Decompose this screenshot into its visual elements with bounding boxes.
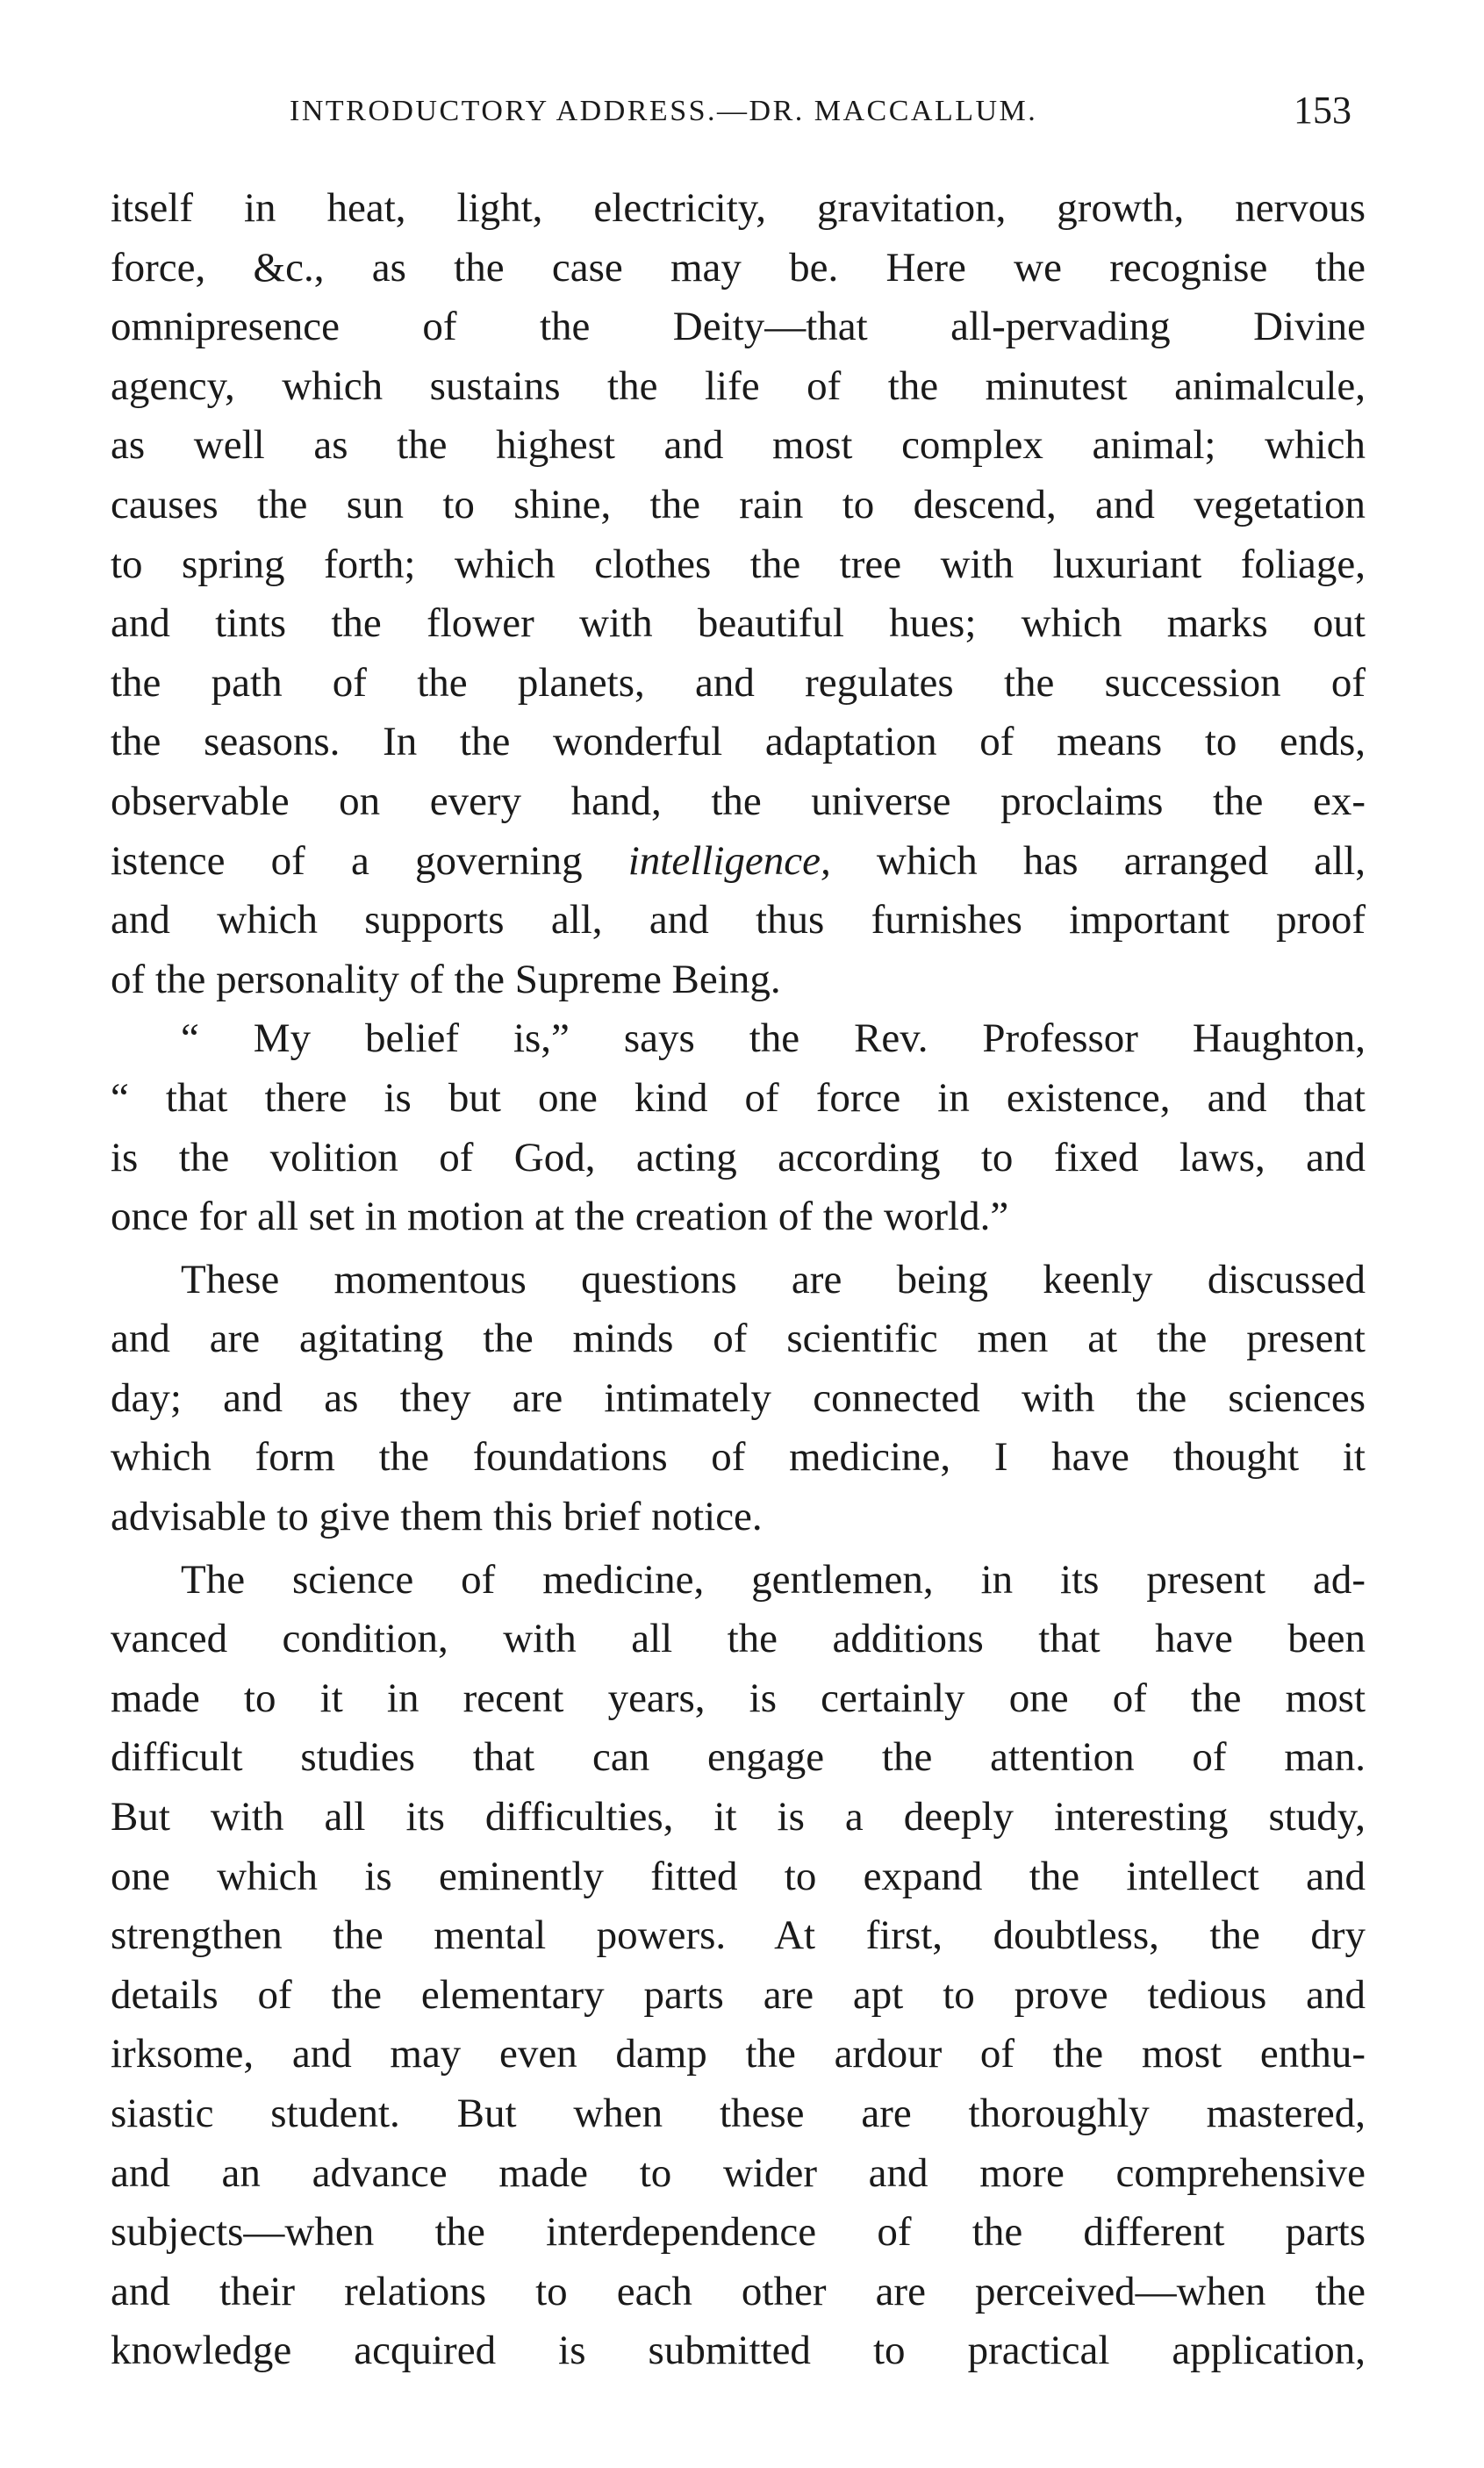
text-line: advisable to give them this brief notice. xyxy=(111,1494,763,1540)
text-line: force, &c., as the case may be. Here we recognise the xyxy=(111,244,1366,291)
page-number: 153 xyxy=(1294,89,1351,132)
text-line: to spring forth; which clothes the tree with luxuriant foliage, xyxy=(111,541,1366,587)
running-title: INTRODUCTORY ADDRESS.—DR. MACCALLUM. xyxy=(290,95,1038,127)
text-line: once for all set in motion at the creation of the world.” xyxy=(111,1194,1009,1240)
text-line: difficult studies that can engage the attention of man. xyxy=(111,1734,1366,1781)
text-line: The science of medicine, gentlemen, in its present ad- xyxy=(181,1556,1366,1603)
text-line: the seasons. In the wonderful adaptation of means to ends, xyxy=(111,719,1366,765)
text-line: omnipresence of the Deity—that all-pervading Divine xyxy=(111,304,1366,350)
text-line: and which supports all, and thus furnishes important proof xyxy=(111,897,1366,943)
text-line: irksome, and may even damp the ardour of the most enthu- xyxy=(111,2031,1366,2077)
text-line: as well as the highest and most complex animal; which xyxy=(111,422,1366,469)
body-text xyxy=(111,179,1366,2381)
text-line: vanced condition, with all the additions that have been xyxy=(111,1616,1366,1662)
text-line: These momentous questions are being keenly discussed xyxy=(181,1256,1366,1302)
text-line: “ My belief is,” says the Rev. Professor Haughton, xyxy=(181,1015,1366,1062)
text-line: knowledge acquired is submitted to practical application, xyxy=(111,2328,1366,2374)
text-line: and tints the flower with beautiful hues; which marks out xyxy=(111,600,1366,647)
text-line: agency, which sustains the life of the minutest animalcule, xyxy=(111,362,1366,409)
text-line: But with all its difficulties, it is a deeply interesting study, xyxy=(111,1794,1366,1840)
text-line-with-italic xyxy=(111,832,1366,892)
text-line: itself in heat, light, electricity, gravitation, growth, nervous xyxy=(111,185,1366,231)
text-line: the path of the planets, and regulates the succession of xyxy=(111,659,1366,706)
text-line: observable on every hand, the universe proclaims the ex- xyxy=(111,778,1366,824)
text-line: and an advance made to wider and more comprehensive xyxy=(111,2149,1366,2196)
text-line: siastic student. But when these are thoroughly mastered, xyxy=(111,2091,1366,2136)
text-line: one which is eminently fitted to expand the intellect and xyxy=(111,1853,1366,1899)
text-line: of the personality of the Supreme Being. xyxy=(111,956,781,1002)
text-line: details of the elementary parts are apt to prove tedious and xyxy=(111,1971,1366,2018)
italic-word: intelligence, xyxy=(627,837,831,884)
text-line: subjects—when the interdependence of the different parts xyxy=(111,2209,1366,2256)
text-line: day; and as they are intimately connected with the sciences xyxy=(111,1374,1366,1421)
text-line: made to it in recent years, is certainly one of the most xyxy=(111,1675,1366,1721)
text-line: and are agitating the minds of scientific men at the present xyxy=(111,1316,1366,1362)
text-segment: istence of a governing xyxy=(111,837,628,884)
text-line: and their relations to each other are perceived—when the xyxy=(111,2268,1366,2314)
text-segment: which has arranged all, xyxy=(830,837,1366,884)
text-line: is the volition of God, acting according to fixed laws, and xyxy=(111,1134,1366,1180)
text-line: causes the sun to shine, the rain to descend, and vegetation xyxy=(111,481,1366,527)
running-head xyxy=(290,88,1351,140)
text-line: “ that there is but one kind of force in existence, and that xyxy=(111,1074,1366,1121)
text-line: strengthen the mental powers. At first, doubtless, the dry xyxy=(111,1912,1366,1959)
text-line: which form the foundations of medicine, I have thought it xyxy=(111,1434,1366,1481)
